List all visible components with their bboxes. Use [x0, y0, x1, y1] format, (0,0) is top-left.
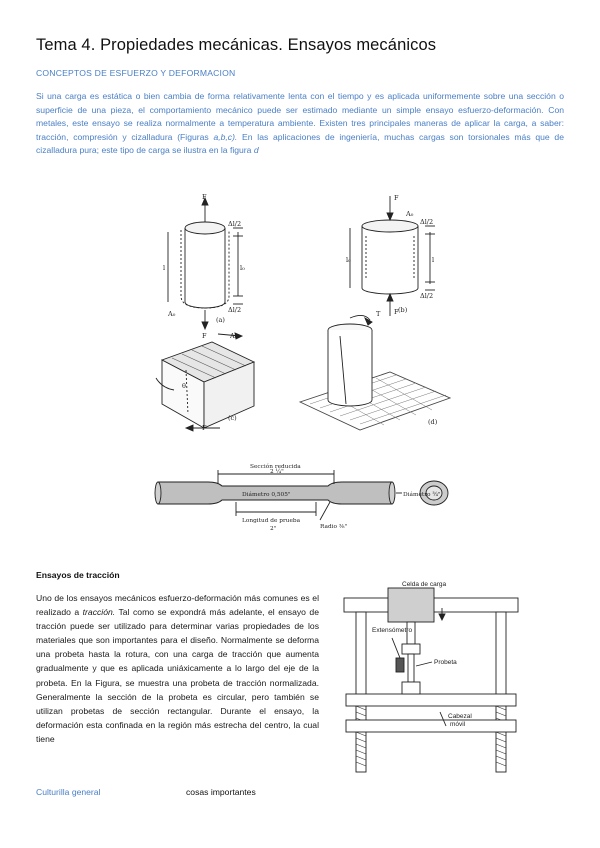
- label-A0-c: A₀: [230, 332, 238, 340]
- footer-link-culturilla: Culturilla general: [36, 787, 101, 797]
- shear-block-diagram: [156, 333, 254, 431]
- intro-italic-figures: a,b,c).: [213, 131, 238, 142]
- label-F-b-top: F: [394, 194, 399, 202]
- label-d: (d): [428, 418, 438, 426]
- label-gauge-length-value: 2": [270, 526, 277, 532]
- label-A0-b: A₀: [406, 210, 414, 218]
- label-A0-a: A₀: [168, 310, 176, 318]
- label-load-cell: Celda de carga: [402, 581, 447, 588]
- footer-note: cosas importantes: [186, 787, 256, 797]
- label-l: l: [163, 264, 166, 272]
- label-moving-head-1: Cabezal: [448, 713, 472, 720]
- intro-text-2: En las aplicaciones de ingeniería, muchas cargas son torsionales más que de cizalladura pura; este tipo de carga se ilustra en la figura: [36, 131, 564, 156]
- label-F-a-top: F: [202, 193, 207, 201]
- document-title: Tema 4. Propiedades mecánicas. Ensayos mecánicos: [36, 36, 437, 54]
- tensile-specimen-figure: [150, 460, 460, 540]
- label-l0-b: l₀: [346, 256, 351, 264]
- load-types-figure: [150, 192, 460, 432]
- label-dl2-a-bottom: Δl/2: [228, 306, 242, 314]
- label-diameter-center: Diámetro 0,505": [242, 492, 291, 498]
- label-gauge-length: Longitud de prueba: [242, 518, 301, 524]
- label-dl2-b-top: Δl/2: [420, 218, 434, 226]
- label-l-b: l: [432, 256, 435, 264]
- label-dl2-a-top: Δl/2: [228, 220, 242, 228]
- testing-machine-figure: [336, 580, 526, 780]
- label-a: (a): [216, 316, 225, 324]
- label-b: (b): [398, 306, 408, 314]
- label-reduced-section: Sección reducida: [250, 464, 301, 470]
- label-c: (c): [228, 414, 237, 422]
- intro-italic-d: d: [253, 145, 259, 156]
- tensile-heading: Ensayos de tracción: [36, 570, 120, 580]
- intro-text-1: Si una carga es estática o bien cambia de forma relativamente lenta con el tiempo y es aplicada uniformemente sobre una sección o superficie de una pieza, el comportamiento mecánico puede ser estimado mediante un simple ensayo esfuerzo-deformación. Con metales, este ensayo se realiza normalmente a temperatura ambiente. Existen tres principales maneras de aplicar la carga, a saber: tracción, compresión y cizalladura (Figuras: [36, 91, 564, 142]
- left-screw-column: [356, 612, 366, 772]
- tensile-text-1: Uno de los ensayos mecánicos esfuerzo-deformación más comunes es el realizado a: [36, 593, 319, 618]
- section-heading: CONCEPTOS DE ESFUERZO Y DEFORMACION: [36, 68, 236, 78]
- label-F-b-bottom: F: [394, 308, 399, 316]
- torsion-cylinder-diagram: [300, 315, 450, 430]
- label-reduced-section-value: 2 ¼": [270, 469, 284, 475]
- label-diameter-end: Diámetro ¾": [403, 492, 441, 498]
- label-extensometer: Extensómetro: [372, 627, 413, 634]
- label-moving-head-2: móvil: [450, 721, 466, 728]
- label-radius: Radio ⅜": [320, 524, 348, 530]
- label-T-top: T: [376, 310, 381, 318]
- intro-paragraph: [36, 90, 564, 158]
- label-theta: θ: [182, 382, 186, 390]
- tensile-italic: tracción.: [82, 607, 116, 618]
- tensile-text-2: Tal como se expondrá más adelante, el ensayo de tracción puede ser utilizado para determinar varias propiedades de los materiales que son importantes para el diseño. Normalmente se deforma una probeta hasta la rotura, con una carga de tracción que aumenta gradualmente y que es aplicada uniáxicamente a lo largo del eje de la probeta. En la Figura, se muestra una probeta de tracción normalizada. Generalmente la sección de la probeta es circular, pero también se utilizan probetas de sección rectangular. Durante el ensayo, la deformación esta confinada en la región más estrecha del centro, la cual tiene: [36, 607, 319, 744]
- label-l0: l₀: [240, 264, 245, 272]
- right-screw-column: [496, 612, 506, 772]
- label-F-a-bottom: F: [202, 332, 207, 340]
- label-dl2-b-bottom: Δl/2: [420, 292, 434, 300]
- label-F-c: F: [202, 424, 207, 432]
- tensile-paragraph: [36, 591, 319, 746]
- label-specimen: Probeta: [434, 659, 457, 666]
